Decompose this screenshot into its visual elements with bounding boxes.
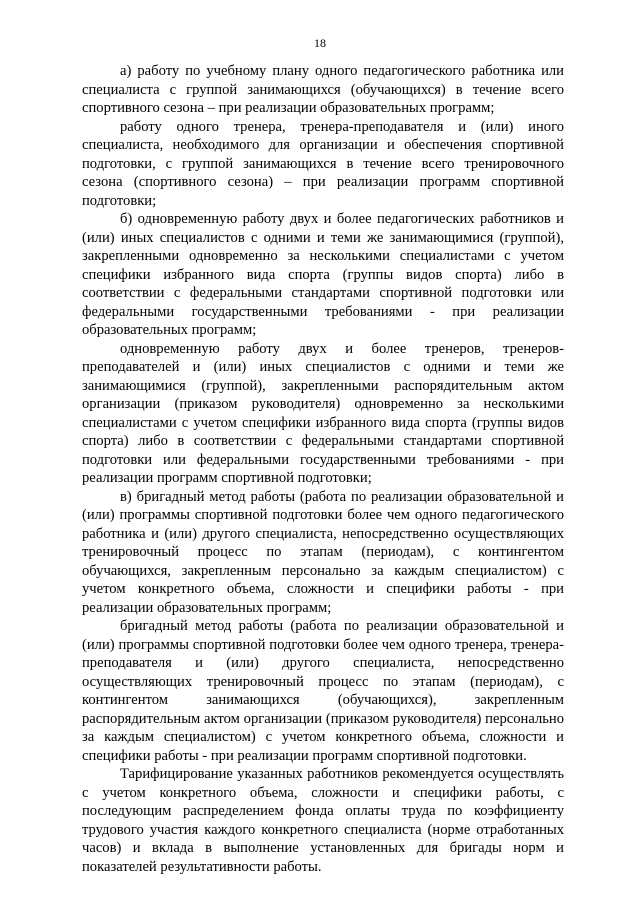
paragraph-v-brigade: бригадный метод работы (работа по реализации образовательной и (или) программы спортивной подготовки более чем одного тренера, тренера-преподавателя и (или) другого специалиста, непосредственно осуществляющих тренировочный процесс по этапам (периодам), с контингентом занимающихся (обучающихся), закрепленным распорядительным актом организации (приказом руководителя) персонально за каждым специалистом) с учетом конкретного объема, сложности и специфики работы - при реализации программ спортивной подготовки. [82, 618, 564, 764]
paragraph-a: а) работу по учебному плану одного педагогического работника или специалиста с группой занимающихся (обучающихся) в течение всего спортивного сезона – при реализации образовательных программ; [82, 63, 564, 116]
document-body [82, 62, 564, 876]
page-number: 18 [314, 36, 326, 50]
paragraph-b: б) одновременную работу двух и более педагогических работников и (или) иных специалистов с одними и теми же занимающимися (группой), закрепленными одновременно за несколькими специалистами с учетом специфики избранного вида спорта (группы видов спорта) либо в соответствии с федеральными стандартами спортивной подготовки или федеральными государственными требованиями - при реализации образовательных программ; [82, 211, 564, 338]
paragraph-b-trainers: одновременную работу двух и более тренеров, тренеров-преподавателей и (или) иных специалистов с одними и теми же занимающимися (группой), закрепленными распорядительным актом организации (приказом руководителя) одновременно за несколькими специалистами с учетом специфики избранного вида спорта (группы видов спорта) либо в соответствии с федеральными стандартами спортивной подготовки или федеральными государственными требованиями - при реализации программ спортивной подготовки; [82, 340, 564, 486]
paragraph-tariffing: Тарифицирование указанных работников рекомендуется осуществлять с учетом конкретного объема, сложности и специфики работы, с последующим распределением фонда оплаты труда по коэффициенту трудового участия каждого конкретного специалиста (норме отработанных часов) и вклада в выполнение установленных для бригады норм и показателей результативности работы. [82, 766, 564, 875]
paragraph-v: в) бригадный метод работы (работа по реализации образовательной и (или) программы спортивной подготовки более чем одного педагогического работника и (или) другого специалиста, непосредственно осуществляющих тренировочный процесс по этапам (периодам), с контингентом обучающихся, закрепленным персонально за каждым специалистом) с учетом конкретного объема, сложности и специфики работы - при реализации образовательных программ; [82, 488, 564, 616]
paragraph-a-trainer: работу одного тренера, тренера-преподавателя и (или) иного специалиста, необходимого для организации и обеспечения спортивной подготовки, с группой занимающихся в течение всего тренировочного сезона (спортивного сезона) – при реализации программ спортивной подготовки; [82, 118, 564, 209]
